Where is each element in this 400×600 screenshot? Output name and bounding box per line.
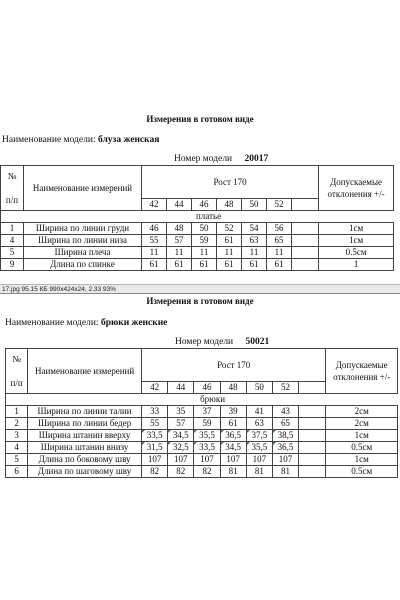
measurement-value: 61 xyxy=(142,259,167,271)
blank-cell xyxy=(299,406,326,418)
tolerance-value: 1см xyxy=(326,454,398,466)
measurement-value: 31,5 xyxy=(142,442,168,454)
size-header: 44 xyxy=(167,199,192,211)
measurement-value: 43 xyxy=(272,406,298,418)
height-header: Рост 170 xyxy=(142,349,326,382)
height-header: Рост 170 xyxy=(142,166,319,199)
tolerance-value: 0.5см xyxy=(319,247,394,259)
measurement-value: 33,5 xyxy=(142,430,168,442)
size-header: 52 xyxy=(267,199,292,211)
tolerance-value: 2см xyxy=(326,418,398,430)
tolerance-value: 0.5см xyxy=(326,466,398,478)
measurement-value: 35,5 xyxy=(246,442,272,454)
measurement-value: 37,5 xyxy=(246,430,272,442)
table-row xyxy=(6,454,398,466)
row-number: 1 xyxy=(6,406,28,418)
measurement-name: Ширина по линии низа xyxy=(24,235,142,247)
measurement-value: 46 xyxy=(142,223,167,235)
model-name-value: блуза женская xyxy=(97,135,160,145)
blank-cell xyxy=(292,223,319,235)
row-number: 5 xyxy=(6,454,28,466)
col-no-abbrev: п/п xyxy=(10,378,23,388)
section-row xyxy=(1,211,394,223)
model-number-value: 50021 xyxy=(245,337,270,347)
measurement-value: 65 xyxy=(272,418,298,430)
measurement-value: 82 xyxy=(194,466,220,478)
measurement-value: 57 xyxy=(168,418,194,430)
model-name-line xyxy=(2,135,159,145)
measurement-value: 54 xyxy=(242,223,267,235)
blank-cell xyxy=(292,235,319,247)
measurement-value: 61 xyxy=(192,259,217,271)
col-no-abbrev: п/п xyxy=(5,195,19,205)
size-header-blank xyxy=(299,382,326,394)
measurement-value: 81 xyxy=(246,466,272,478)
measurement-value: 48 xyxy=(167,223,192,235)
table-row xyxy=(6,406,398,418)
header-row xyxy=(6,349,398,382)
row-number: 3 xyxy=(6,430,28,442)
row-number: 2 xyxy=(6,418,28,430)
section-label: брюки xyxy=(28,394,398,406)
measurements-table xyxy=(5,348,398,478)
measurement-value: 82 xyxy=(142,466,168,478)
table-row xyxy=(6,418,398,430)
measurement-name: Ширина по линии груди xyxy=(24,223,142,235)
measurement-value: 107 xyxy=(194,454,220,466)
model-number-value: 20017 xyxy=(244,154,269,164)
measurement-value: 61 xyxy=(267,259,292,271)
size-header: 42 xyxy=(142,199,167,211)
measurement-value: 35,5 xyxy=(194,430,220,442)
tolerance-header: Допускаемые отклонения +/- xyxy=(326,349,398,394)
measurement-value: 107 xyxy=(142,454,168,466)
measurement-value: 55 xyxy=(142,235,167,247)
sheet-heading: Измерения в готовом виде xyxy=(146,114,254,124)
model-number-line xyxy=(174,154,268,164)
measurement-value: 38,5 xyxy=(272,430,298,442)
col-name-header: Наименование измерений xyxy=(28,349,142,394)
measurement-name: Ширина штанин вверху xyxy=(28,430,142,442)
measurement-value: 65 xyxy=(267,235,292,247)
measurement-value: 32,5 xyxy=(168,442,194,454)
measurement-value: 11 xyxy=(192,247,217,259)
measurement-value: 39 xyxy=(220,406,246,418)
tolerance-value: 1см xyxy=(319,223,394,235)
col-no-header xyxy=(1,166,24,211)
measurement-name: Ширина по линии талии xyxy=(28,406,142,418)
size-header: 48 xyxy=(220,382,246,394)
measurement-name: Ширина по линии бедер xyxy=(28,418,142,430)
model-name-label: Наименование модели: xyxy=(5,318,99,328)
section-row xyxy=(6,394,398,406)
measurement-value: 107 xyxy=(246,454,272,466)
measurement-value: 36,5 xyxy=(272,442,298,454)
size-header-blank xyxy=(292,199,319,211)
measurement-value: 61 xyxy=(217,259,242,271)
measurement-value: 82 xyxy=(168,466,194,478)
measurement-value: 61 xyxy=(242,259,267,271)
measurement-value: 11 xyxy=(242,247,267,259)
measurement-value: 52 xyxy=(217,223,242,235)
measurement-value: 61 xyxy=(217,235,242,247)
measurement-name: Длина по боковому шву xyxy=(28,454,142,466)
measurement-name: Длина по спинке xyxy=(24,259,142,271)
measurement-value: 107 xyxy=(272,454,298,466)
measurement-value: 37 xyxy=(194,406,220,418)
measurement-value: 34,5 xyxy=(168,430,194,442)
tolerance-value: 1 xyxy=(319,259,394,271)
section-blank-left xyxy=(6,394,28,406)
table-row xyxy=(1,223,394,235)
tolerance-value: 0.5см xyxy=(326,442,398,454)
measurement-value: 33 xyxy=(142,406,168,418)
measurement-value: 11 xyxy=(142,247,167,259)
measurement-value: 33,5 xyxy=(194,442,220,454)
size-header: 46 xyxy=(194,382,220,394)
model-name-value: брюки женские xyxy=(100,318,168,328)
measurement-name: Длина по шаговому шву xyxy=(28,466,142,478)
col-no-symbol: № xyxy=(12,354,21,364)
image-viewer-status-bar: 17.jpg 95.15 КБ 990x424x24, 2.33 93% xyxy=(0,284,400,294)
size-header: 48 xyxy=(217,199,242,211)
measurement-sheet-blouse xyxy=(0,0,400,284)
size-header: 46 xyxy=(192,199,217,211)
blank-cell xyxy=(299,466,326,478)
size-header: 52 xyxy=(272,382,298,394)
col-no-symbol: № xyxy=(7,171,17,181)
measurement-sheet-trousers xyxy=(0,294,400,600)
measurement-value: 56 xyxy=(267,223,292,235)
size-header: 50 xyxy=(242,199,267,211)
tolerance-value: 1см xyxy=(319,235,394,247)
measurement-value: 61 xyxy=(220,418,246,430)
measurement-value: 11 xyxy=(267,247,292,259)
section-label: платье xyxy=(24,211,394,223)
blank-cell xyxy=(292,259,319,271)
measurement-value: 63 xyxy=(246,418,272,430)
blank-cell xyxy=(292,247,319,259)
model-name-line xyxy=(5,318,167,328)
blank-cell xyxy=(299,442,326,454)
table-row xyxy=(1,247,394,259)
measurement-value: 11 xyxy=(217,247,242,259)
size-header: 42 xyxy=(142,382,168,394)
row-number: 6 xyxy=(6,466,28,478)
measurement-value: 81 xyxy=(272,466,298,478)
measurements-table xyxy=(0,165,394,271)
row-number: 1 xyxy=(1,223,24,235)
row-number: 9 xyxy=(1,259,24,271)
model-number-label: Номер модели xyxy=(174,154,233,164)
measurement-value: 61 xyxy=(167,259,192,271)
blank-cell xyxy=(299,430,326,442)
measurement-value: 107 xyxy=(168,454,194,466)
measurement-value: 41 xyxy=(246,406,272,418)
header-row xyxy=(1,166,394,199)
measurement-value: 35 xyxy=(168,406,194,418)
blank-cell xyxy=(299,454,326,466)
measurement-name: Ширина плеча xyxy=(24,247,142,259)
table-row xyxy=(1,235,394,247)
tolerance-header: Допускаемые отклонения +/- xyxy=(319,166,394,211)
model-number-label: Номер модели xyxy=(175,337,234,347)
col-name-header: Наименование измерений xyxy=(24,166,142,211)
measurement-value: 11 xyxy=(167,247,192,259)
size-header: 44 xyxy=(168,382,194,394)
model-name-label: Наименование модели: xyxy=(2,135,96,145)
table-row xyxy=(6,430,398,442)
section-blank-left xyxy=(1,211,24,223)
table-row xyxy=(1,259,394,271)
table-row xyxy=(6,442,398,454)
measurement-value: 59 xyxy=(192,235,217,247)
tolerance-value: 1см xyxy=(326,430,398,442)
row-number: 5 xyxy=(1,247,24,259)
measurement-value: 36,5 xyxy=(220,430,246,442)
tolerance-value: 2см xyxy=(326,406,398,418)
blank-cell xyxy=(299,418,326,430)
measurement-value: 63 xyxy=(242,235,267,247)
row-number: 4 xyxy=(6,442,28,454)
row-number: 4 xyxy=(1,235,24,247)
measurement-value: 107 xyxy=(220,454,246,466)
model-number-line xyxy=(175,337,269,347)
measurement-value: 50 xyxy=(192,223,217,235)
sheet-heading: Измерения в готовом виде xyxy=(146,296,254,306)
measurement-value: 55 xyxy=(142,418,168,430)
measurement-value: 81 xyxy=(220,466,246,478)
measurement-value: 59 xyxy=(194,418,220,430)
size-header: 50 xyxy=(246,382,272,394)
table-row xyxy=(6,466,398,478)
measurement-name: Ширина штанин внизу xyxy=(28,442,142,454)
col-no-header xyxy=(6,349,28,394)
measurement-value: 34,5 xyxy=(220,442,246,454)
measurement-value: 57 xyxy=(167,235,192,247)
